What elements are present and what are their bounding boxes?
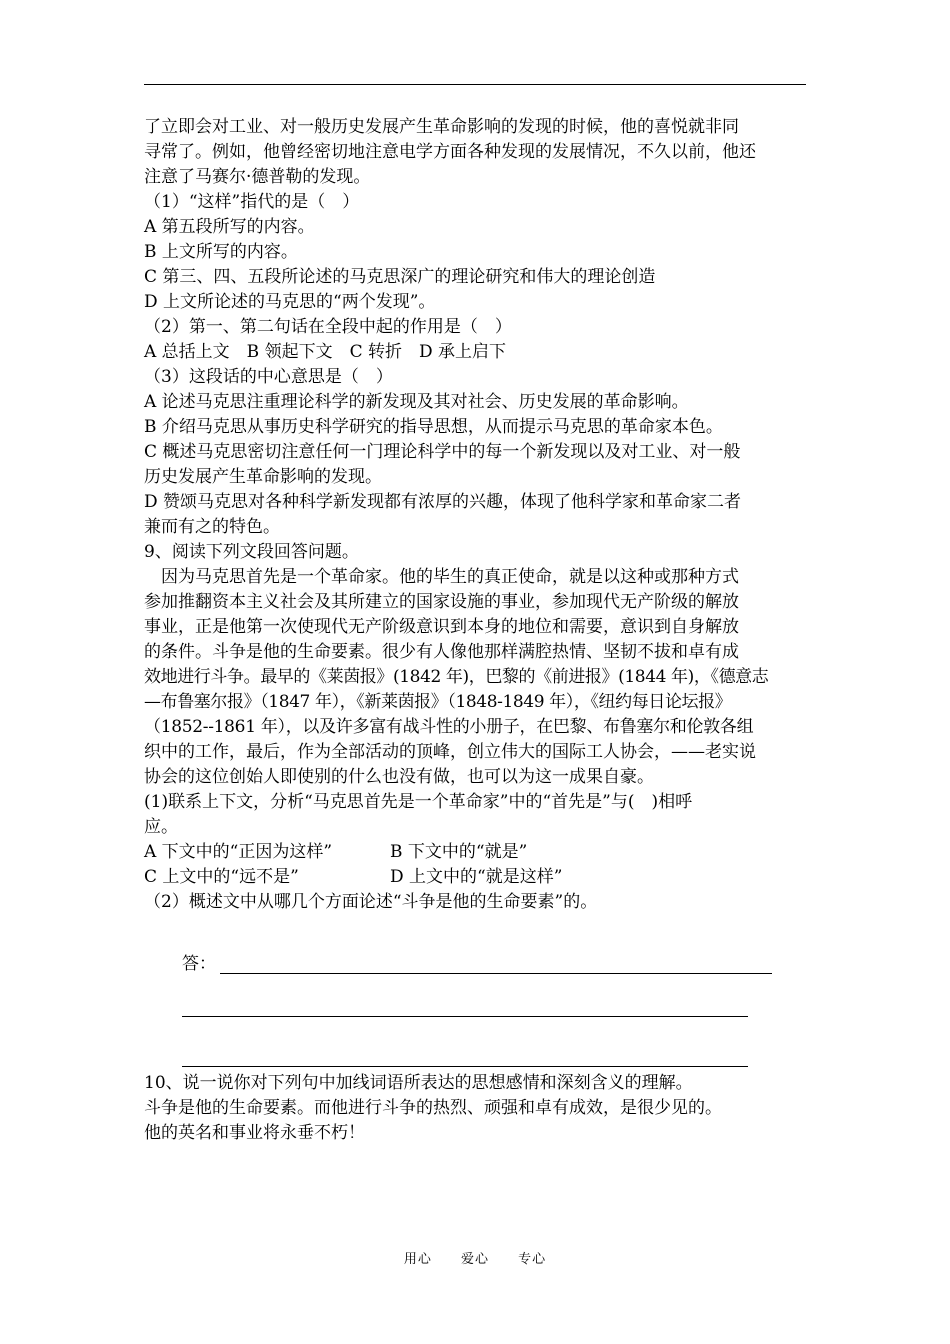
answer-label: 答： <box>182 954 216 974</box>
option-row <box>144 840 806 865</box>
option-row <box>144 865 806 890</box>
text-line: 了立即会对工业、对一般历史发展产生革命影响的发现的时候，他的喜悦就非同 <box>144 117 739 137</box>
option-line: C 概述马克思密切注意任何一门理论科学中的每一个新发现以及对工业、对一般 <box>144 442 741 462</box>
passage-line: 织中的工作，最后，作为全部活动的顶峰，创立伟大的国际工人协会，——老实说 <box>144 742 756 762</box>
answer-row <box>182 948 772 974</box>
option-line: 历史发展产生革命影响的发现。 <box>144 467 382 487</box>
option-line: D 赞颂马克思对各种科学新发现都有浓厚的兴趣，体现了他科学家和革命家二者 <box>144 492 742 512</box>
footer-word: 爱心 <box>460 1252 489 1267</box>
option-d: D 上文中的“就是这样” <box>390 867 563 887</box>
text-line: 寻常了。例如，他曾经密切地注意电学方面各种发现的发展情况，不久以前，他还 <box>144 142 756 162</box>
document-body <box>144 115 806 915</box>
question-line: （2）第一、第二句话在全段中起的作用是（ ） <box>144 317 512 337</box>
footer-word: 用心 <box>403 1252 432 1267</box>
option-line: 兼而有之的特色。 <box>144 517 280 537</box>
question-line: （1）“这样”指代的是（ ） <box>144 192 360 212</box>
option-c: C 上文中的“远不是” <box>144 867 299 887</box>
text-line: 他的英名和事业将永垂不朽！ <box>144 1123 365 1143</box>
passage-line: 协会的这位创始人即使别的什么也没有做，也可以为这一成果自豪。 <box>144 767 654 787</box>
answer-blank[interactable] <box>182 1066 748 1067</box>
page-footer <box>0 1248 950 1267</box>
option-b: B 下文中的“就是” <box>390 842 528 862</box>
answer-area <box>182 948 772 974</box>
passage-line: （1852--1861 年），以及许多富有战斗性的小册子，在巴黎、布鲁塞尔和伦敦各组 <box>144 717 754 737</box>
option-line: D 上文所论述的马克思的“两个发现”。 <box>144 292 436 312</box>
passage-line: 的条件。斗争是他的生命要素。很少有人像他那样满腔热情、坚韧不拔和卓有成 <box>144 642 739 662</box>
section-heading: 9、阅读下列文段回答问题。 <box>144 542 359 562</box>
option-line: A 总括上文 B 领起下文 C 转折 D 承上启下 <box>144 342 507 362</box>
option-line: B 介绍马克思从事历史科学研究的指导思想，从而提示马克思的革命家本色。 <box>144 417 723 437</box>
option-line: A 第五段所写的内容。 <box>144 217 315 237</box>
option-line: C 第三、四、五段所论述的马克思深广的理论研究和伟大的理论创造 <box>144 267 656 287</box>
question-10 <box>144 1071 806 1146</box>
question-line: 10、说一说你对下列句中加线词语所表达的思想感情和深刻含义的理解。 <box>144 1073 693 1093</box>
header-rule <box>144 84 806 85</box>
text-line: 斗争是他的生命要素。而他进行斗争的热烈、顽强和卓有成效，是很少见的。 <box>144 1098 722 1118</box>
option-line: B 上文所写的内容。 <box>144 242 298 262</box>
question-line: （2）概述文中从哪几个方面论述“斗争是他的生命要素”的。 <box>144 892 598 912</box>
option-line: A 论述马克思注重理论科学的新发现及其对社会、历史发展的革命影响。 <box>144 392 689 412</box>
passage-line: 事业，正是他第一次使现代无产阶级意识到本身的地位和需要，意识到自身解放 <box>144 617 739 637</box>
answer-blank[interactable] <box>220 955 772 974</box>
passage-line: 效地进行斗争。最早的《莱茵报》(1842 年)，巴黎的《前进报》(1844 年)，《德意志 <box>144 667 769 687</box>
question-line: (1)联系上下文，分析“马克思首先是一个革命家”中的“首先是”与( )相呼 <box>144 792 693 812</box>
answer-blank[interactable] <box>182 1016 748 1017</box>
footer-word: 专心 <box>518 1252 547 1267</box>
question-line: （3）这段话的中心意思是（ ） <box>144 367 393 387</box>
option-a: A 下文中的“正因为这样” <box>144 842 333 862</box>
passage-line: 因为马克思首先是一个革命家。他的毕生的真正使命，就是以这种或那种方式 <box>144 567 739 587</box>
passage-line: —布鲁塞尔报》（1847 年），《新莱茵报》（1848-1849 年），《纽约每日论坛报》 <box>144 692 732 712</box>
question-line: 应。 <box>144 817 178 837</box>
text-line: 注意了马赛尔·德普勒的发现。 <box>144 167 371 187</box>
passage-line: 参加推翻资本主义社会及其所建立的国家设施的事业，参加现代无产阶级的解放 <box>144 592 739 612</box>
